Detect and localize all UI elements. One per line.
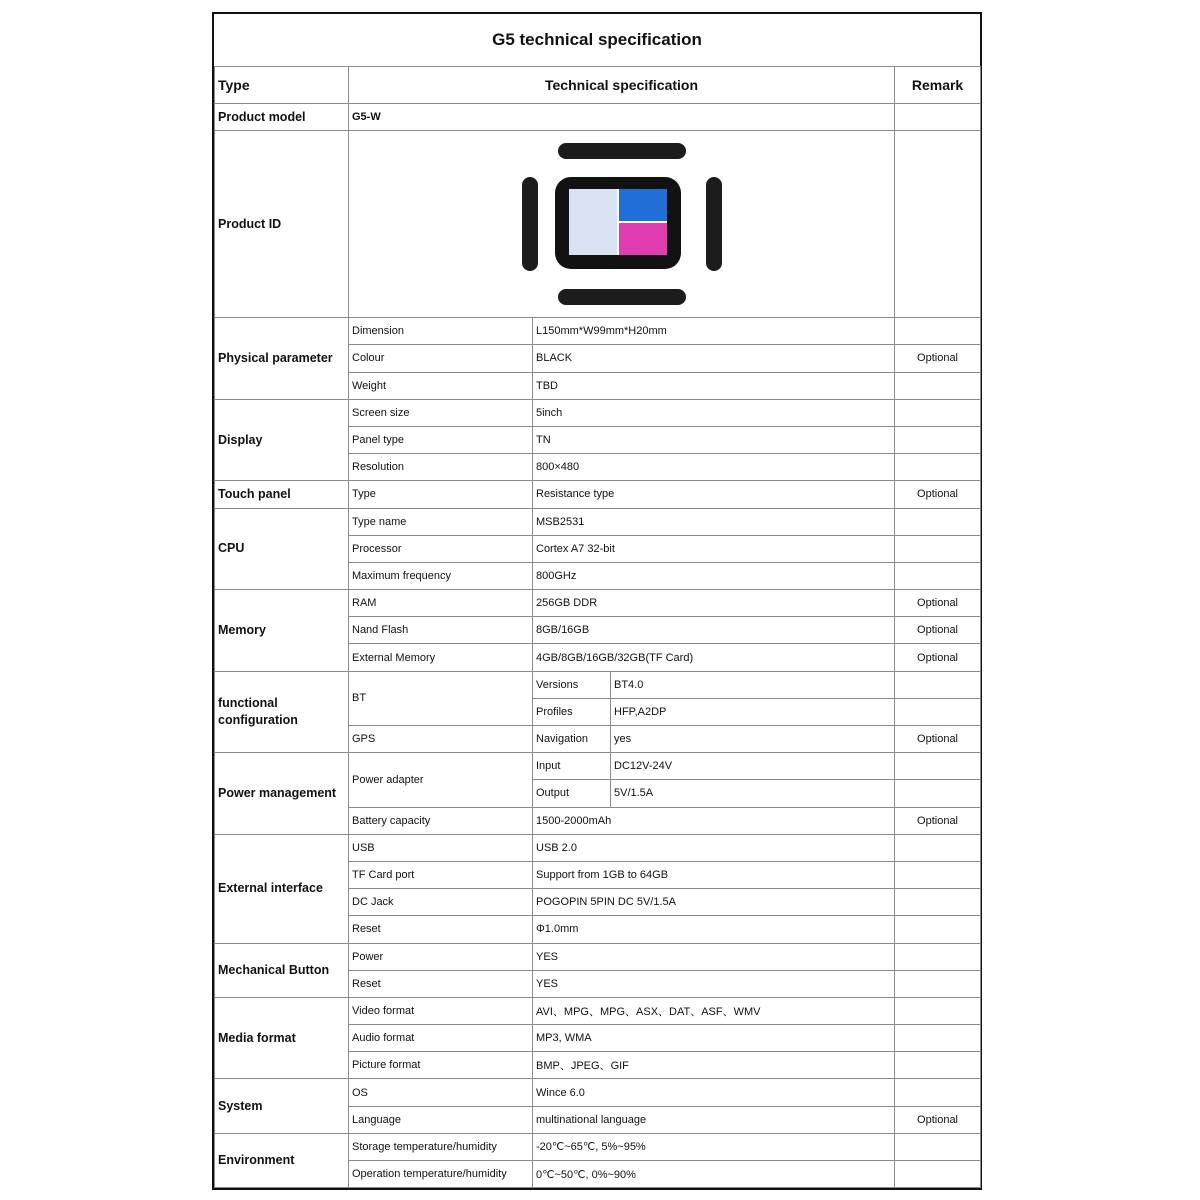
param-value: 4GB/8GB/16GB/32GB(TF Card) (533, 644, 895, 671)
group-media-label: Media format (215, 997, 349, 1079)
mount-bar-bottom (558, 289, 686, 305)
mount-bar-right (706, 177, 722, 271)
param-name: Power (349, 943, 533, 970)
param-name: Dimension (349, 318, 533, 345)
app-tile (619, 189, 667, 221)
param-name: OS (349, 1079, 533, 1106)
param-subkey: Input (533, 753, 611, 780)
param-remark (895, 1025, 981, 1052)
param-value: MP3, WMA (533, 1025, 895, 1052)
param-remark (895, 508, 981, 535)
spec-table (214, 66, 981, 1188)
param-subkey: Versions (533, 671, 611, 698)
param-name: Resolution (349, 454, 533, 481)
param-value: 256GB DDR (533, 590, 895, 617)
param-name: Type (349, 481, 533, 508)
group-environment-label: Environment (215, 1133, 349, 1187)
product-model-label: Product model (215, 104, 349, 131)
product-id-label: Product ID (215, 131, 349, 318)
param-name: DC Jack (349, 889, 533, 916)
group-display-label: Display (215, 399, 349, 481)
param-remark (895, 834, 981, 861)
header-remark: Remark (895, 67, 981, 104)
param-name: TF Card port (349, 861, 533, 888)
param-remark (895, 1079, 981, 1106)
param-subkey: Output (533, 780, 611, 807)
group-functional-label: functional configuration (215, 671, 349, 753)
param-remark (895, 535, 981, 562)
param-remark (895, 943, 981, 970)
param-name: RAM (349, 590, 533, 617)
table-row (215, 104, 981, 131)
param-value: USB 2.0 (533, 834, 895, 861)
param-name: Picture format (349, 1052, 533, 1079)
spec-sheet (212, 12, 982, 1190)
param-remark (895, 916, 981, 943)
table-row (215, 671, 981, 698)
group-physical-label: Physical parameter (215, 318, 349, 400)
param-value: POGOPIN 5PIN DC 5V/1.5A (533, 889, 895, 916)
param-value: Cortex A7 32-bit (533, 535, 895, 562)
param-remark (895, 671, 981, 698)
param-name: Reset (349, 916, 533, 943)
table-row (215, 399, 981, 426)
param-value: DC12V-24V (611, 753, 895, 780)
param-name: Weight (349, 372, 533, 399)
param-value: Φ1.0mm (533, 916, 895, 943)
param-value: Resistance type (533, 481, 895, 508)
header-type: Type (215, 67, 349, 104)
device-photo (517, 139, 727, 309)
map-tile (569, 189, 617, 255)
param-name: BT (349, 671, 533, 725)
group-mechanical-label: Mechanical Button (215, 943, 349, 997)
param-name: Power adapter (349, 753, 533, 807)
param-name: Language (349, 1106, 533, 1133)
param-name: Storage temperature/humidity (349, 1133, 533, 1160)
param-name: Reset (349, 970, 533, 997)
param-name: USB (349, 834, 533, 861)
table-row (215, 1133, 981, 1160)
param-remark (895, 399, 981, 426)
table-row (215, 834, 981, 861)
param-remark (895, 562, 981, 589)
param-remark (895, 426, 981, 453)
param-value: TBD (533, 372, 895, 399)
table-row (215, 997, 981, 1024)
param-remark (895, 454, 981, 481)
param-name: Type name (349, 508, 533, 535)
param-value: BLACK (533, 345, 895, 372)
group-memory-label: Memory (215, 590, 349, 672)
table-row (215, 753, 981, 780)
param-value: HFP,A2DP (611, 698, 895, 725)
param-remark (895, 1161, 981, 1188)
param-subkey: Navigation (533, 726, 611, 753)
param-remark: Optional (895, 807, 981, 834)
param-value: YES (533, 943, 895, 970)
device-body (555, 177, 681, 269)
mount-bar-left (522, 177, 538, 271)
table-row (215, 318, 981, 345)
table-row (215, 131, 981, 318)
param-remark (895, 698, 981, 725)
remark-cell (895, 131, 981, 318)
remark-cell (895, 104, 981, 131)
param-name: Panel type (349, 426, 533, 453)
param-value: MSB2531 (533, 508, 895, 535)
group-touch-label: Touch panel (215, 481, 349, 508)
mount-bar-top (558, 143, 686, 159)
param-name: Nand Flash (349, 617, 533, 644)
param-remark: Optional (895, 617, 981, 644)
sheet-title: G5 technical specification (214, 14, 980, 67)
param-remark: Optional (895, 644, 981, 671)
table-row (215, 508, 981, 535)
param-name: Audio format (349, 1025, 533, 1052)
param-value: TN (533, 426, 895, 453)
param-name: Processor (349, 535, 533, 562)
app-tile (619, 223, 667, 255)
param-name: Operation temperature/humidity (349, 1161, 533, 1188)
param-remark (895, 970, 981, 997)
param-remark (895, 1133, 981, 1160)
product-image-cell (349, 131, 895, 318)
param-name: Video format (349, 997, 533, 1024)
param-remark (895, 780, 981, 807)
param-value: 800GHz (533, 562, 895, 589)
group-cpu-label: CPU (215, 508, 349, 590)
group-power-label: Power management (215, 753, 349, 835)
param-value: BMP、JPEG、GIF (533, 1052, 895, 1079)
param-name: Screen size (349, 399, 533, 426)
group-system-label: System (215, 1079, 349, 1133)
param-remark (895, 861, 981, 888)
param-value: 5V/1.5A (611, 780, 895, 807)
param-value: multinational language (533, 1106, 895, 1133)
product-model-value: G5-W (349, 104, 895, 131)
param-remark: Optional (895, 726, 981, 753)
param-remark (895, 753, 981, 780)
table-row (215, 1079, 981, 1106)
param-name: External Memory (349, 644, 533, 671)
param-value: AVI、MPG、MPG、ASX、DAT、ASF、WMV (533, 997, 895, 1024)
param-remark (895, 372, 981, 399)
table-row (215, 481, 981, 508)
header-spec: Technical specification (349, 67, 895, 104)
param-remark (895, 1052, 981, 1079)
param-value: BT4.0 (611, 671, 895, 698)
param-remark: Optional (895, 1106, 981, 1133)
param-remark (895, 889, 981, 916)
param-value: Wince 6.0 (533, 1079, 895, 1106)
param-value: Support from 1GB to 64GB (533, 861, 895, 888)
param-value: -20℃~65℃, 5%~95% (533, 1133, 895, 1160)
param-remark: Optional (895, 345, 981, 372)
param-value: yes (611, 726, 895, 753)
param-value: L150mm*W99mm*H20mm (533, 318, 895, 345)
param-value: 8GB/16GB (533, 617, 895, 644)
param-value: 0℃~50℃, 0%~90% (533, 1161, 895, 1188)
param-value: 800×480 (533, 454, 895, 481)
table-row (215, 943, 981, 970)
header-row (215, 67, 981, 104)
param-remark (895, 997, 981, 1024)
param-name: GPS (349, 726, 533, 753)
param-value: 5inch (533, 399, 895, 426)
group-external-label: External interface (215, 834, 349, 943)
param-name: Colour (349, 345, 533, 372)
param-name: Maximum frequency (349, 562, 533, 589)
param-remark: Optional (895, 590, 981, 617)
param-remark (895, 318, 981, 345)
device-screen (569, 189, 667, 255)
table-row (215, 590, 981, 617)
param-value: YES (533, 970, 895, 997)
param-value: 1500-2000mAh (533, 807, 895, 834)
param-name: Battery capacity (349, 807, 533, 834)
param-remark: Optional (895, 481, 981, 508)
param-subkey: Profiles (533, 698, 611, 725)
